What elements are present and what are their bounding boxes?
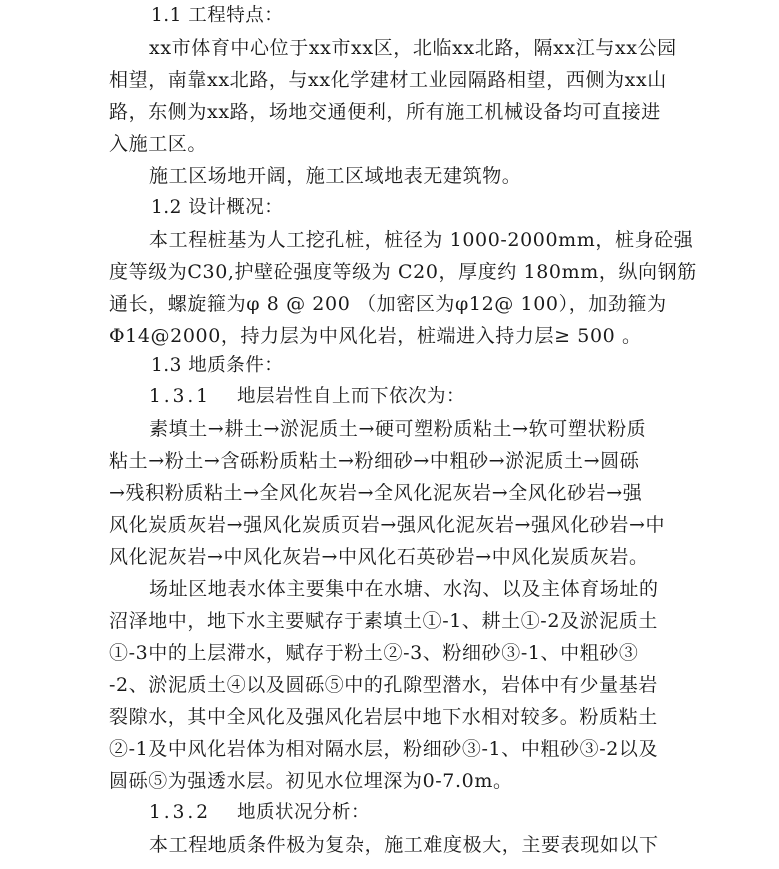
- section-heading-1-3: [151, 350, 283, 382]
- section-heading-1-2-text: 1.2 设计概况：: [151, 197, 284, 218]
- section-heading-1-1-text: 1.1 工程特点：: [151, 5, 284, 26]
- paragraph-1-3-1-groundwater: [109, 573, 709, 797]
- section-heading-1-2: [151, 192, 283, 224]
- paragraph-1-2-design: [109, 224, 709, 352]
- section-heading-1-1: [151, 0, 283, 32]
- paragraph-1-3-2-analysis: [109, 829, 709, 861]
- text-line: 沼泽地中，地下水主要赋存于素填土①-1、耕土①-2及淤泥质土: [109, 610, 659, 632]
- subsection-heading-1-3-2: [149, 797, 370, 829]
- text-line: 本工程桩基为人工挖孔桩，桩径为 1000-2000mm，桩身砼强: [149, 229, 694, 251]
- text-line: -2、淤泥质土④以及圆砾⑤中的孔隙型潜水，岩体中有少量基岩: [109, 674, 658, 696]
- section-heading-1-3-text: 1.3 地质条件：: [151, 355, 284, 376]
- text-line: 本工程地质条件极为复杂，施工难度极大，主要表现如以下: [149, 834, 659, 856]
- text-line: 通长，螺旋箍为φ 8 @ 200 （加密区为φ12@ 100），加劲箍为: [109, 293, 667, 315]
- text-line: 素填土→耕土→淤泥质土→硬可塑粉质粘土→软可塑状粉质: [149, 418, 647, 440]
- paragraph-1-1-site: [109, 160, 709, 192]
- text-line: Φ14@2000，持力层为中风化岩，桩端进入持力层≥ 500 。: [109, 325, 642, 347]
- text-line: 粘土→粉土→含砾粉质粘土→粉细砂→中粗砂→淤泥质土→圆砾: [109, 450, 640, 472]
- text-line: 施工区场地开阔，施工区域地表无建筑物。: [149, 165, 522, 187]
- text-line: 裂隙水，其中全风化及强风化岩层中地下水相对较多。粉质粘土: [109, 706, 658, 728]
- subsection-title: 地质状况分析：: [237, 802, 371, 823]
- text-line: 入施工区。: [109, 133, 208, 155]
- text-line: ①-3中的上层滞水，赋存于粉土②-3、粉细砂③-1、中粗砂③: [109, 642, 639, 664]
- paragraph-1-3-1-strata: [109, 413, 709, 573]
- subsection-title: 地层岩性自上而下依次为：: [237, 386, 466, 407]
- subsection-heading-1-3-1: [149, 381, 465, 413]
- paragraph-1-1-location: [109, 32, 709, 160]
- text-line: 风化泥灰岩→中风化灰岩→中风化石英砂岩→中风化炭质灰岩。: [109, 546, 649, 568]
- text-line: xx市体育中心位于xx市xx区，北临xx北路，隔xx江与xx公园: [149, 37, 677, 59]
- subsection-number: 1.3.2: [149, 802, 212, 823]
- text-line: →残积粉质粘土→全风化灰岩→全风化泥灰岩→全风化砂岩→强: [109, 482, 643, 504]
- text-line: 风化炭质灰岩→强风化炭质页岩→强风化泥灰岩→强风化砂岩→中: [109, 514, 666, 536]
- text-line: 相望，南靠xx北路，与xx化学建材工业园隔路相望，西侧为xx山: [109, 69, 667, 91]
- text-line: 场址区地表水体主要集中在水塘、水沟、以及主体育场址的: [149, 578, 659, 600]
- text-line: ②-1及中风化岩体为相对隔水层，粉细砂③-1、中粗砂③-2以及: [109, 738, 659, 760]
- subsection-number: 1.3.1: [149, 386, 212, 407]
- text-line: 度等级为C30,护壁砼强度等级为 C20，厚度约 180mm，纵向钢筋: [109, 261, 697, 283]
- text-line: 圆砾⑤为强透水层。初见水位埋深为0-7.0m。: [109, 770, 513, 792]
- text-line: 路，东侧为xx路，场地交通便利，所有施工机械设备均可直接进: [109, 101, 661, 123]
